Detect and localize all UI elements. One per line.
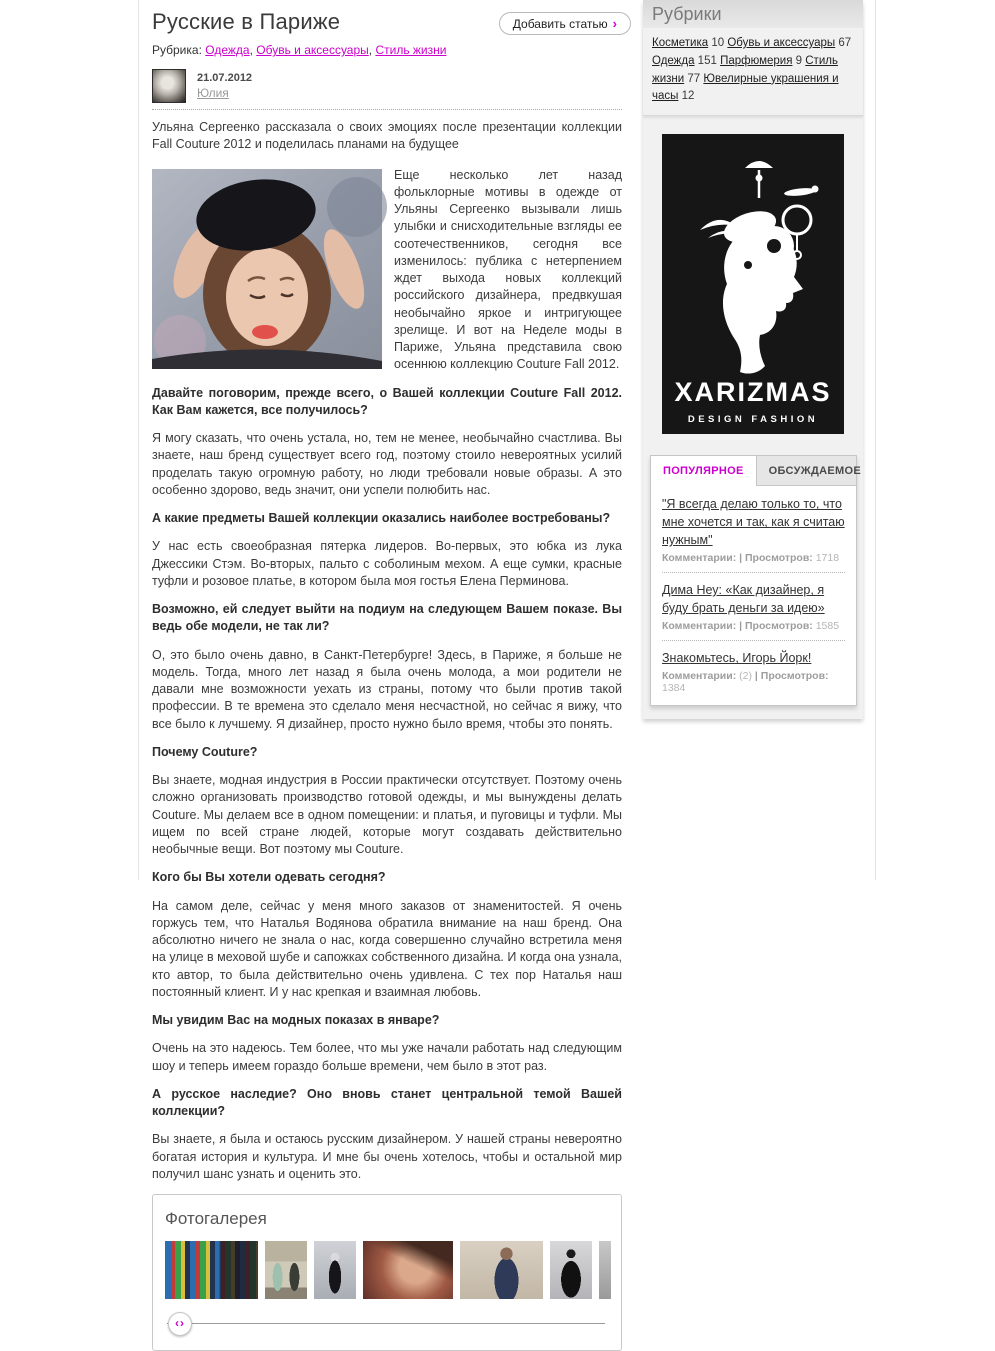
gallery-thumbnail[interactable] <box>363 1241 453 1299</box>
meta-pipe: | <box>755 670 758 682</box>
post-link[interactable]: Дима Неу: «Как дизайнер, я буду брать деньги за идею» <box>662 583 825 615</box>
rubric-link[interactable]: Стиль жизни <box>375 43 446 57</box>
chevron-right-icon: › <box>613 17 617 30</box>
author-name-link[interactable]: Юлия <box>197 86 229 100</box>
article-photo <box>152 169 382 369</box>
post-link[interactable]: Знакомьтесь, Игорь Йорк! <box>662 651 811 665</box>
ad-brand: XARIZMAS <box>675 377 832 407</box>
category-count: 12 <box>682 90 695 102</box>
meta-pipe: | <box>739 620 742 632</box>
article-paragraph: Кого бы Вы хотели одевать сегодня? <box>152 869 622 886</box>
views-count: 1718 <box>816 552 839 564</box>
slider-arrows-icon: ‹› <box>175 1316 185 1330</box>
category-link[interactable]: Обувь и аксессуары <box>727 37 835 49</box>
comments-label: Комментарии: <box>662 620 736 632</box>
views-label: Просмотров: <box>761 670 829 682</box>
views-count: 1384 <box>662 682 685 694</box>
article-paragraph: На самом деле, сейчас у меня много заказов от знаменитостей. Я очень горжусь тем, что Наталья Водянова обратила внимание на наш бренд. Она абсолютно ничего не знала о нас, когда совершенно случайно встретила меня на улице в меховой шубе и сапожках собственного дизайна. И когда она узнала, кто автор, то была действительно очень удивлена. С тех пор Наталья наш постоянный клиент. И у нас крепкая и взаимная любовь. <box>152 898 622 1002</box>
views-count: 1585 <box>816 620 839 632</box>
popular-post <box>662 572 845 632</box>
category-list <box>643 28 863 116</box>
add-article-button[interactable] <box>499 12 631 35</box>
article-column <box>152 0 622 1351</box>
gallery-thumbnail[interactable] <box>599 1241 611 1299</box>
rubric-label: Рубрика: <box>152 43 202 57</box>
views-label: Просмотров: <box>745 620 813 632</box>
sidebar <box>643 0 863 719</box>
category-count: 10 <box>711 37 724 49</box>
ad-banner[interactable] <box>662 134 844 439</box>
slider-track[interactable] <box>167 1323 605 1324</box>
category-count: 77 <box>687 73 700 85</box>
category-link[interactable]: Одежда <box>652 55 694 67</box>
category-link[interactable]: Ювелирные украшения и часы <box>652 73 839 103</box>
right-divider <box>875 0 876 880</box>
comments-label: Комментарии: <box>662 552 736 564</box>
post-meta <box>662 620 845 632</box>
article-paragraph: Очень на это надеюсь. Тем более, что мы уже начали работать над следующим шоу и теперь имеем гораздо больше времени, чем было в этот раз. <box>152 1040 622 1075</box>
article-paragraph: О, это было очень давно, в Санкт-Петербурге! Здесь, в Париже, я больше не модель. Тогда, много лет назад я была очень молода, а мои родители не давали мне возможности уехать из страны, потому что были против такой профессии. В те времена это сделало меня несчастной, но сейчас я вижу, что все было к лучшему. Я дизайнер, просто нужно было время, чтобы это понять. <box>152 647 622 733</box>
article-date: 21.07.2012 <box>197 72 252 84</box>
gallery-thumbnail[interactable] <box>314 1241 356 1299</box>
rubric-links: Одежда, Обувь и аксессуары, Стиль жизни <box>205 43 446 57</box>
views-label: Просмотров: <box>745 552 813 564</box>
author-block <box>152 69 622 103</box>
gallery-slider <box>165 1312 609 1336</box>
gallery-thumbnail[interactable] <box>265 1241 307 1299</box>
article-paragraph: А русское наследие? Оно вновь станет центральной темой Вашей коллекции? <box>152 1086 622 1121</box>
category-count: 67 <box>838 37 851 49</box>
article-paragraph: А какие предметы Вашей коллекции оказались наиболее востребованы? <box>152 510 622 527</box>
category-item <box>727 37 851 49</box>
article-paragraph: У нас есть своеобразная пятерка лидеров. Во-первых, это юбка из лука Джессики Стэм. Во-вторых, пальто с соболиным мехом. А еще сумки, красные туфли и розовое платье, в котором была моя гостья Елена Перминова. <box>152 538 622 590</box>
article-paragraph: Вы знаете, я была и остаюсь русским дизайнером. У нашей страны невероятно богатая история и культура. И мне бы очень хотелось, чтобы и остальной мир получил шанс узнать и оценить это. <box>152 1131 622 1183</box>
gallery-thumbnail[interactable] <box>550 1241 592 1299</box>
article-paragraph: Давайте поговорим, прежде всего, о Вашей коллекции Couture Fall 2012. Как Вам кажется, все получилось? <box>152 385 622 420</box>
category-item <box>652 55 720 67</box>
author-avatar[interactable] <box>152 69 186 103</box>
comments-label: Комментарии: <box>662 670 736 682</box>
post-meta <box>662 670 845 694</box>
gallery-thumbnails <box>165 1241 609 1299</box>
gallery-thumbnail[interactable] <box>460 1241 543 1299</box>
article-body <box>152 167 622 1351</box>
comments-count: (2) <box>739 670 752 682</box>
page-title: Русские в Париже <box>152 9 622 35</box>
category-count: 9 <box>796 55 802 67</box>
category-link[interactable]: Косметика <box>652 37 708 49</box>
rubric-link[interactable]: Обувь и аксессуары <box>256 43 369 57</box>
popular-post <box>662 640 845 694</box>
slider-handle[interactable] <box>168 1312 192 1336</box>
category-count: 151 <box>698 55 717 67</box>
dotted-separator <box>152 109 622 110</box>
tabs <box>651 456 856 486</box>
article-paragraph: Почему Couture? <box>152 744 622 761</box>
meta-pipe: | <box>739 552 742 564</box>
article-paragraph: Еще несколько лет назад фольклорные мотивы в одежде от Ульяны Сергеенко вызывали лишь улыбки и снисходительные взгляды ее соотечественников, сегодня все изменилось: публика с нетерпением ждет выхода новых коллекций российского дизайнера, предвкушая необычайно яркое и интригующее зрелище. И вот на Неделе моды в Париже, Ульяна представила свою осеннюю коллекцию Couture Fall 2012. <box>152 167 622 374</box>
article-paragraph: Я могу сказать, что очень устала, но, тем не менее, необычайно счастлива. Вы знаете, наш бренд существует всего год, поэтому стоило невероятных усилий проделать такую огромную работу, но люди требовали новые образы. А это особенно здорово, ведь значит, они успели полюбить нас. <box>152 430 622 499</box>
post-meta <box>662 552 845 564</box>
rubric-line <box>152 43 622 57</box>
gallery-thumbnail[interactable] <box>165 1241 258 1299</box>
rubric-link[interactable]: Одежда <box>205 43 249 57</box>
left-divider <box>138 0 139 880</box>
add-article-label: Добавить статью <box>513 17 608 31</box>
article-paragraph: Возможно, ей следует выйти на подиум на следующем Вашем показе. Вы ведь обе модели, не так ли? <box>152 601 622 636</box>
category-item <box>652 37 727 49</box>
category-link[interactable]: Стиль жизни <box>652 55 838 85</box>
category-link[interactable]: Парфюмерия <box>720 55 792 67</box>
tab-popular[interactable]: ПОПУЛЯРНОЕ <box>651 456 757 486</box>
sidebar-rubrics-header: Рубрики <box>643 0 863 28</box>
article-paragraph: Вы знаете, модная индустрия в России практически отсутствует. Поэтому очень сложно организовать производство готовой одежды, и мы вынуждены делать Couture. Мы делаем все в одном помещении: и платья, и пуговицы и туфли. Мы ищем по всей стране людей, которые могут создавать действительно необычные вещи. Вот поэтому мы Couture. <box>152 772 622 858</box>
tab-discussed[interactable]: ОБСУЖДАЕМОЕ <box>757 456 873 485</box>
popular-post <box>662 495 845 564</box>
ad-tagline: DESIGN FASHION <box>688 414 818 425</box>
article-lead: Ульяна Сергеенко рассказала о своих эмоциях после презентации коллекции Fall Couture 2012 и поделилась планами на будущее <box>152 119 622 154</box>
article-paragraph: Мы увидим Вас на модных показах в январе? <box>152 1012 622 1029</box>
gallery-title: Фотогалерея <box>165 1207 609 1230</box>
popular-posts <box>651 486 856 705</box>
post-link[interactable]: "Я всегда делаю только то, что мне хочется и так, как я считаю нужным" <box>662 497 845 547</box>
popular-box <box>650 455 857 706</box>
photo-gallery <box>152 1194 622 1351</box>
category-item <box>720 55 805 67</box>
